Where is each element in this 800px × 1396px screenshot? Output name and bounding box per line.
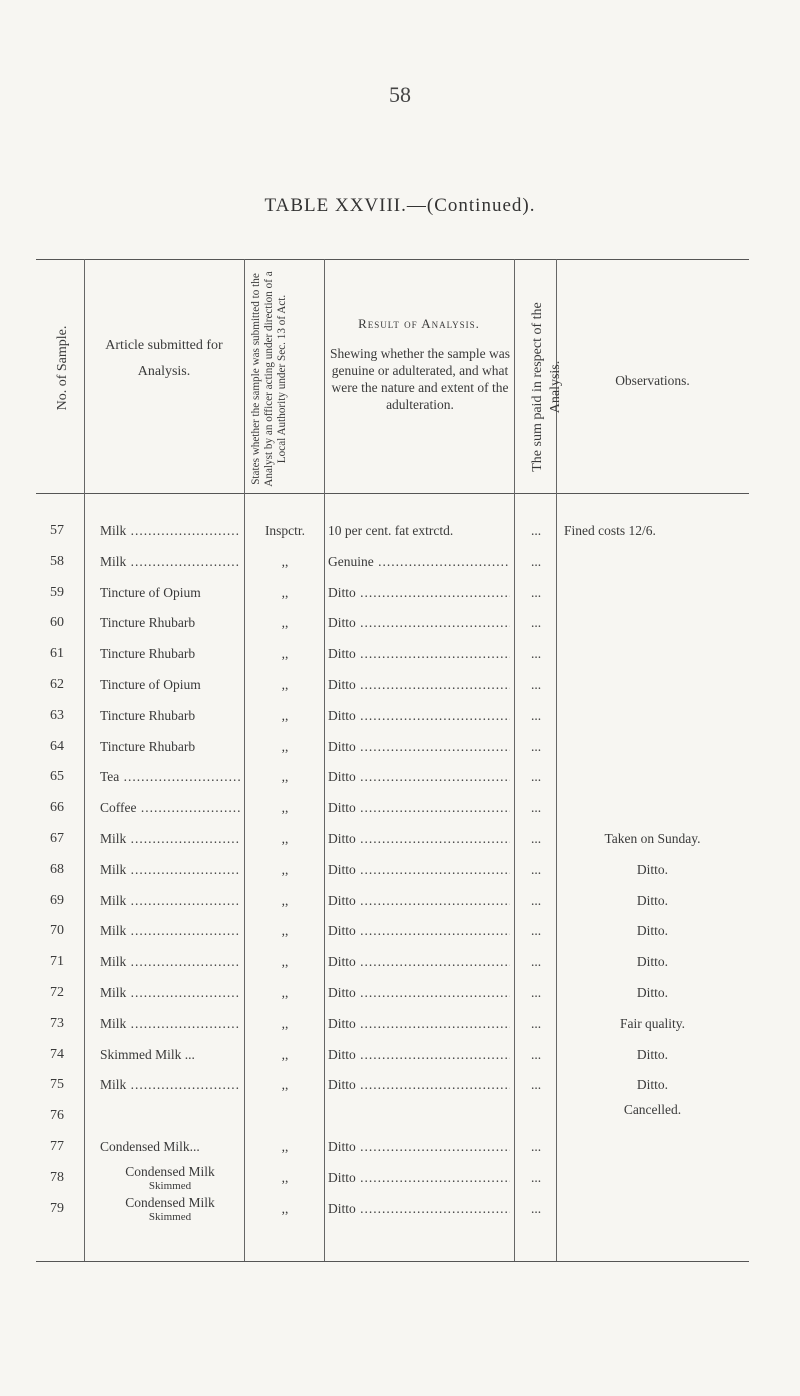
article-name: Coffee .....	[100, 800, 240, 816]
article-name: Milk .....	[100, 523, 240, 539]
article-name: Milk .....	[100, 923, 240, 939]
article-subtitle: Skimmed	[148, 1179, 192, 1192]
sample-number: 74	[50, 1046, 64, 1062]
submitted-by: ,,	[281, 1200, 289, 1216]
sample-number: 70	[50, 923, 64, 939]
sample-number: 67	[50, 831, 64, 846]
sum-paid: ...	[530, 800, 542, 816]
analysis-result: Ditto .....	[328, 585, 510, 601]
submitted-by: ,,	[281, 553, 289, 569]
analysis-result: Ditto .....	[328, 646, 510, 662]
article-name: Milk .....	[100, 554, 240, 570]
sum-paid: ...	[530, 738, 542, 754]
table-row	[0, 923, 800, 951]
article-name: Milk .....	[100, 1016, 240, 1032]
submitted-by: ,,	[281, 800, 289, 816]
sum-paid: ...	[530, 769, 542, 785]
observation: Taken on Sunday.	[604, 831, 701, 846]
analysis-result: Ditto .....	[328, 1139, 510, 1155]
table-row	[0, 646, 800, 674]
submitted-by: ,,	[281, 584, 289, 600]
observation: Ditto.	[636, 985, 669, 1000]
analysis-result: Ditto .....	[328, 923, 510, 939]
article-name: Milk .....	[100, 954, 240, 970]
article-name: Condensed Milk	[125, 1163, 215, 1179]
sum-paid: ...	[530, 861, 542, 877]
sum-paid: ...	[530, 831, 542, 846]
analysis-result: Ditto .....	[328, 1170, 510, 1186]
table-row	[0, 523, 800, 551]
article-name: Milk .....	[100, 893, 240, 909]
sample-number: 59	[50, 584, 64, 600]
article-name: Milk .....	[100, 985, 240, 1001]
analysis-result: Ditto .....	[328, 615, 510, 631]
analysis-result: Ditto .....	[328, 954, 510, 970]
sum-paid: ...	[530, 1139, 542, 1154]
analysis-result: Ditto .....	[328, 1077, 510, 1093]
table-row	[0, 677, 800, 705]
analysis-result: Ditto .....	[328, 1047, 510, 1063]
sum-paid: ...	[530, 615, 542, 631]
sum-paid: ...	[530, 1200, 542, 1216]
analysis-result: Ditto .....	[328, 769, 510, 785]
observation: Ditto.	[636, 923, 669, 939]
table-row	[0, 1102, 800, 1136]
table-row	[0, 585, 800, 613]
submitted-by: ,,	[281, 892, 289, 908]
table-row	[0, 554, 800, 582]
sample-number: 58	[50, 553, 64, 569]
sum-paid: ...	[530, 954, 542, 970]
sum-paid: ...	[530, 1046, 542, 1062]
sample-number: 76	[50, 1108, 64, 1124]
article-name: Condensed Milk	[125, 1194, 215, 1210]
header-no: No. of Sample.	[55, 325, 70, 411]
sample-number: 69	[50, 892, 64, 908]
analysis-result: Ditto .....	[328, 1016, 510, 1032]
submitted-by: ,,	[281, 861, 289, 877]
table-row	[0, 615, 800, 643]
sample-number: 57	[50, 523, 64, 538]
submitted-by: ,,	[281, 1139, 289, 1154]
table-row	[0, 862, 800, 890]
submitted-by: ,,	[281, 1015, 289, 1031]
article-name: Tincture of Opium	[100, 584, 201, 600]
article-name: Tincture Rhubarb	[100, 615, 196, 631]
analysis-result: Ditto .....	[328, 1201, 510, 1217]
analysis-result: Ditto .....	[328, 831, 510, 847]
article-name: Tincture Rhubarb	[100, 707, 196, 723]
article-name: Condensed Milk...	[100, 1139, 200, 1154]
analysis-result: Ditto .....	[328, 708, 510, 724]
analysis-result: Ditto .....	[328, 677, 510, 693]
article-name: Tincture of Opium	[100, 677, 201, 692]
sum-paid: ...	[530, 1015, 542, 1031]
table-row	[0, 1077, 800, 1105]
sample-number: 72	[50, 985, 64, 1000]
sum-paid: ...	[530, 677, 542, 692]
article-name: Tea .....	[100, 769, 240, 785]
table-row	[0, 708, 800, 736]
submitted-by: ,,	[281, 646, 289, 662]
analysis-result: Ditto .....	[328, 800, 510, 816]
sample-number: 64	[50, 738, 64, 754]
observation: Ditto.	[636, 1046, 669, 1062]
submitted-by: ,,	[281, 615, 289, 631]
header-top-rule	[36, 259, 749, 260]
table-row	[0, 1016, 800, 1044]
submitted-by: ,,	[281, 1046, 289, 1062]
table-row	[0, 954, 800, 982]
analysis-result: Ditto .....	[328, 739, 510, 755]
article-name: Skimmed Milk ...	[100, 1046, 195, 1062]
submitted-by: ,,	[281, 769, 289, 785]
sum-paid: ...	[530, 985, 542, 1000]
observation: Ditto.	[636, 892, 669, 908]
sample-number: 78	[50, 1169, 64, 1185]
observation: Cancelled.	[623, 1102, 682, 1118]
sample-number: 75	[50, 1077, 64, 1093]
submitted-by: ,,	[281, 985, 289, 1000]
page-number: 58	[389, 82, 411, 107]
sample-number: 66	[50, 800, 64, 816]
table-row	[0, 985, 800, 1013]
table-row	[0, 893, 800, 921]
article-subtitle: Skimmed	[148, 1210, 192, 1223]
table-row	[0, 1194, 800, 1229]
header-observations: Observations.	[615, 373, 690, 388]
observation: Ditto.	[636, 954, 669, 970]
analysis-result: Ditto .....	[328, 985, 510, 1001]
table-bottom-rule	[36, 1261, 749, 1262]
sample-number: 73	[50, 1015, 64, 1031]
analysis-result: Ditto .....	[328, 893, 510, 909]
sample-number: 68	[50, 861, 64, 877]
submitted-by: ,,	[281, 954, 289, 970]
submitted-by: ,,	[281, 1077, 289, 1093]
article-name: Milk .....	[100, 862, 240, 878]
table-title: TABLE XXVIII.—(Continued).	[264, 195, 536, 216]
sum-paid: ...	[530, 584, 542, 600]
submitted-by: ,,	[281, 923, 289, 939]
header-bottom-rule	[36, 493, 749, 494]
sample-number: 65	[50, 769, 64, 785]
sample-number: 71	[50, 954, 64, 970]
sum-paid: ...	[530, 523, 542, 538]
analysis-result: 10 per cent. fat extrctd.	[328, 523, 454, 538]
sample-number: 63	[50, 707, 64, 723]
sample-number: 60	[50, 615, 64, 631]
observation: Fair quality.	[619, 1015, 686, 1031]
sum-paid: ...	[530, 892, 542, 908]
header-paid: The sum paid in respect of the Analysis.	[530, 302, 563, 472]
sum-paid: ...	[530, 1077, 542, 1093]
table-row	[0, 1047, 800, 1075]
observation: Ditto.	[636, 861, 669, 877]
sample-number: 77	[50, 1139, 64, 1154]
submitted-by: ,,	[281, 707, 289, 723]
table-row	[0, 1139, 800, 1167]
submitted-by: ,,	[281, 738, 289, 754]
header-article: Article submitted for Analysis.	[105, 338, 223, 379]
sample-number: 62	[50, 677, 64, 692]
sum-paid: ...	[530, 1169, 542, 1185]
sum-paid: ...	[530, 553, 542, 569]
article-name: Tincture Rhubarb	[100, 646, 196, 662]
header-states: States whether the sample was submitted to the Analyst by an officer acting under direction of a Local Authority under Sec. 13 of Act.	[250, 271, 288, 487]
article-name: Milk .....	[100, 831, 240, 847]
header-result-title: Result of Analysis.	[358, 316, 480, 331]
analysis-result: Genuine .....	[328, 554, 510, 570]
article-name: Milk .....	[100, 1077, 240, 1093]
submitted-by: Inspctr.	[264, 523, 306, 538]
observation: Ditto.	[636, 1077, 669, 1093]
table-row	[0, 739, 800, 767]
header-result-body: Shewing whether the sample was genuine or adulterated, and what were the nature and extent of the adulteration.	[330, 346, 510, 412]
sample-number: 79	[50, 1200, 64, 1216]
sum-paid: ...	[530, 707, 542, 723]
analysis-result: Ditto .....	[328, 862, 510, 878]
observation: Fined costs 12/6.	[564, 523, 656, 538]
table-row	[0, 1163, 800, 1198]
sample-number: 61	[50, 646, 64, 662]
sum-paid: ...	[530, 646, 542, 662]
submitted-by: ,,	[281, 677, 289, 692]
submitted-by: ,,	[281, 831, 289, 846]
sum-paid: ...	[530, 923, 542, 939]
table-row	[0, 800, 800, 828]
submitted-by: ,,	[281, 1169, 289, 1185]
table-row	[0, 769, 800, 797]
article-name: Tincture Rhubarb	[100, 738, 196, 754]
table-row	[0, 831, 800, 859]
